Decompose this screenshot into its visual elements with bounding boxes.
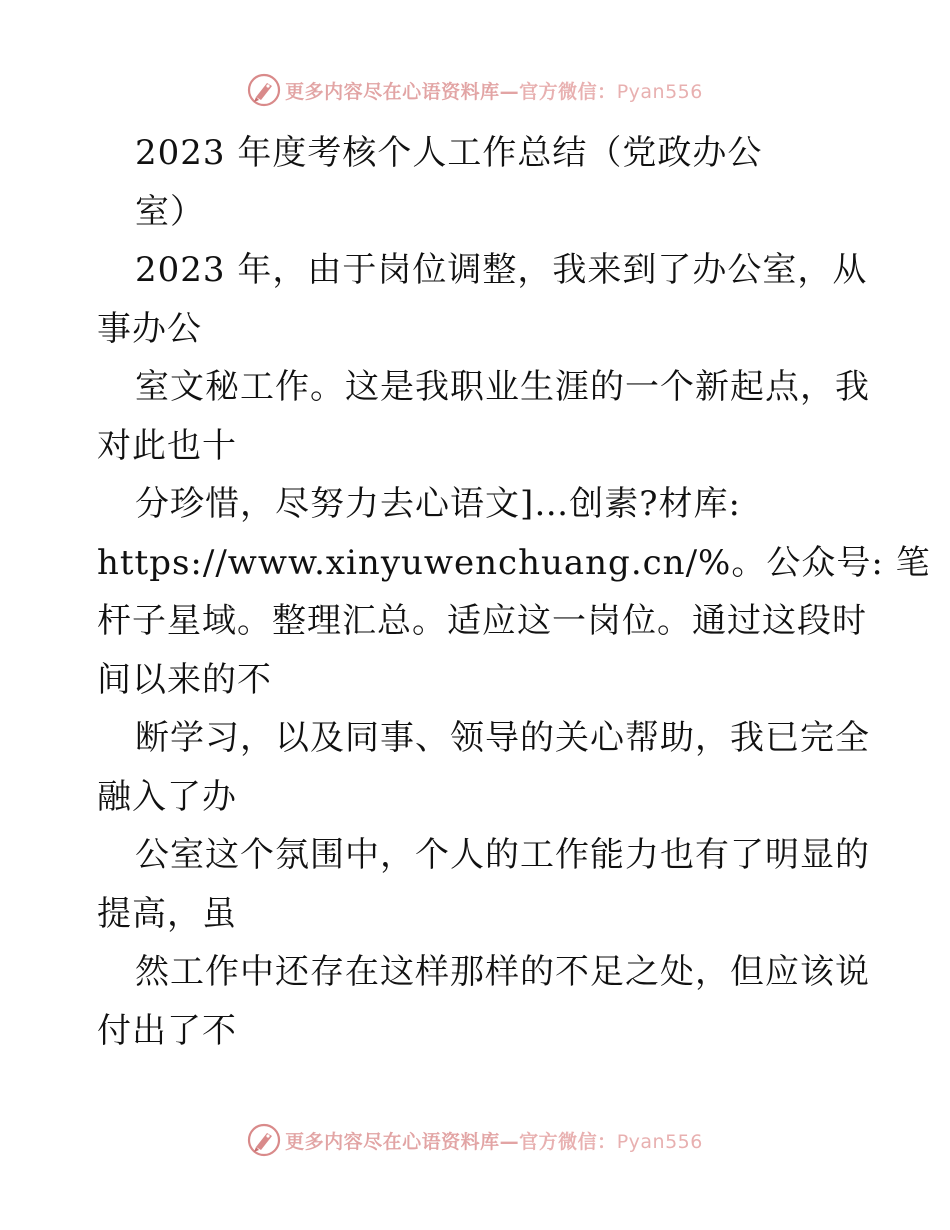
- banner-main-text: 更多内容尽在心语资料库: [285, 1130, 500, 1153]
- text-line: 断学习，以及同事、领导的关心帮助，我已完全: [135, 718, 870, 758]
- text-line: 事办公: [97, 308, 202, 349]
- banner-text: [285, 1127, 703, 1154]
- banner-separator: —: [499, 80, 520, 103]
- text-line: 分珍惜，尽努力去心语文]…创素?材库:: [135, 484, 741, 524]
- text-line: 对此也十: [97, 425, 237, 466]
- banner-wechat-label: 官方微信：: [519, 80, 617, 103]
- text-line: 付出了不: [97, 1010, 237, 1051]
- banner-separator: —: [499, 1130, 520, 1153]
- pen-nib-logo-icon: [247, 1123, 281, 1157]
- banner-wechat-id: Pyan556: [616, 1130, 703, 1153]
- banner-text: [285, 77, 703, 104]
- text-line: 2023 年度考核个人工作总结（党政办公: [135, 133, 763, 173]
- banner-main-text: 更多内容尽在心语资料库: [285, 80, 500, 103]
- text-line: 2023 年，由于岗位调整，我来到了办公室，从: [135, 250, 868, 290]
- banner-wechat-id: Pyan556: [616, 80, 703, 103]
- text-line: https://www.xinyuwenchuang.cn/%。公众号: 笔: [97, 542, 931, 583]
- banner-wechat-label: 官方微信：: [519, 1130, 617, 1153]
- text-line: 间以来的不: [97, 659, 272, 700]
- text-line: 提高，虽: [97, 893, 237, 934]
- text-line: 室文秘工作。这是我职业生涯的一个新起点，我: [135, 367, 870, 407]
- pen-nib-logo-icon: [247, 73, 281, 107]
- text-line: 然工作中还存在这样那样的不足之处，但应该说: [135, 952, 870, 992]
- document-body: [97, 124, 931, 1060]
- text-line: 杆子星域。整理汇总。适应这一岗位。通过这段时: [97, 601, 867, 641]
- footer-banner: [0, 1120, 950, 1160]
- header-banner: [0, 70, 950, 110]
- text-line: 公室这个氛围中，个人的工作能力也有了明显的: [135, 835, 870, 875]
- text-line: 室）: [135, 191, 205, 232]
- text-line: 融入了办: [97, 776, 237, 817]
